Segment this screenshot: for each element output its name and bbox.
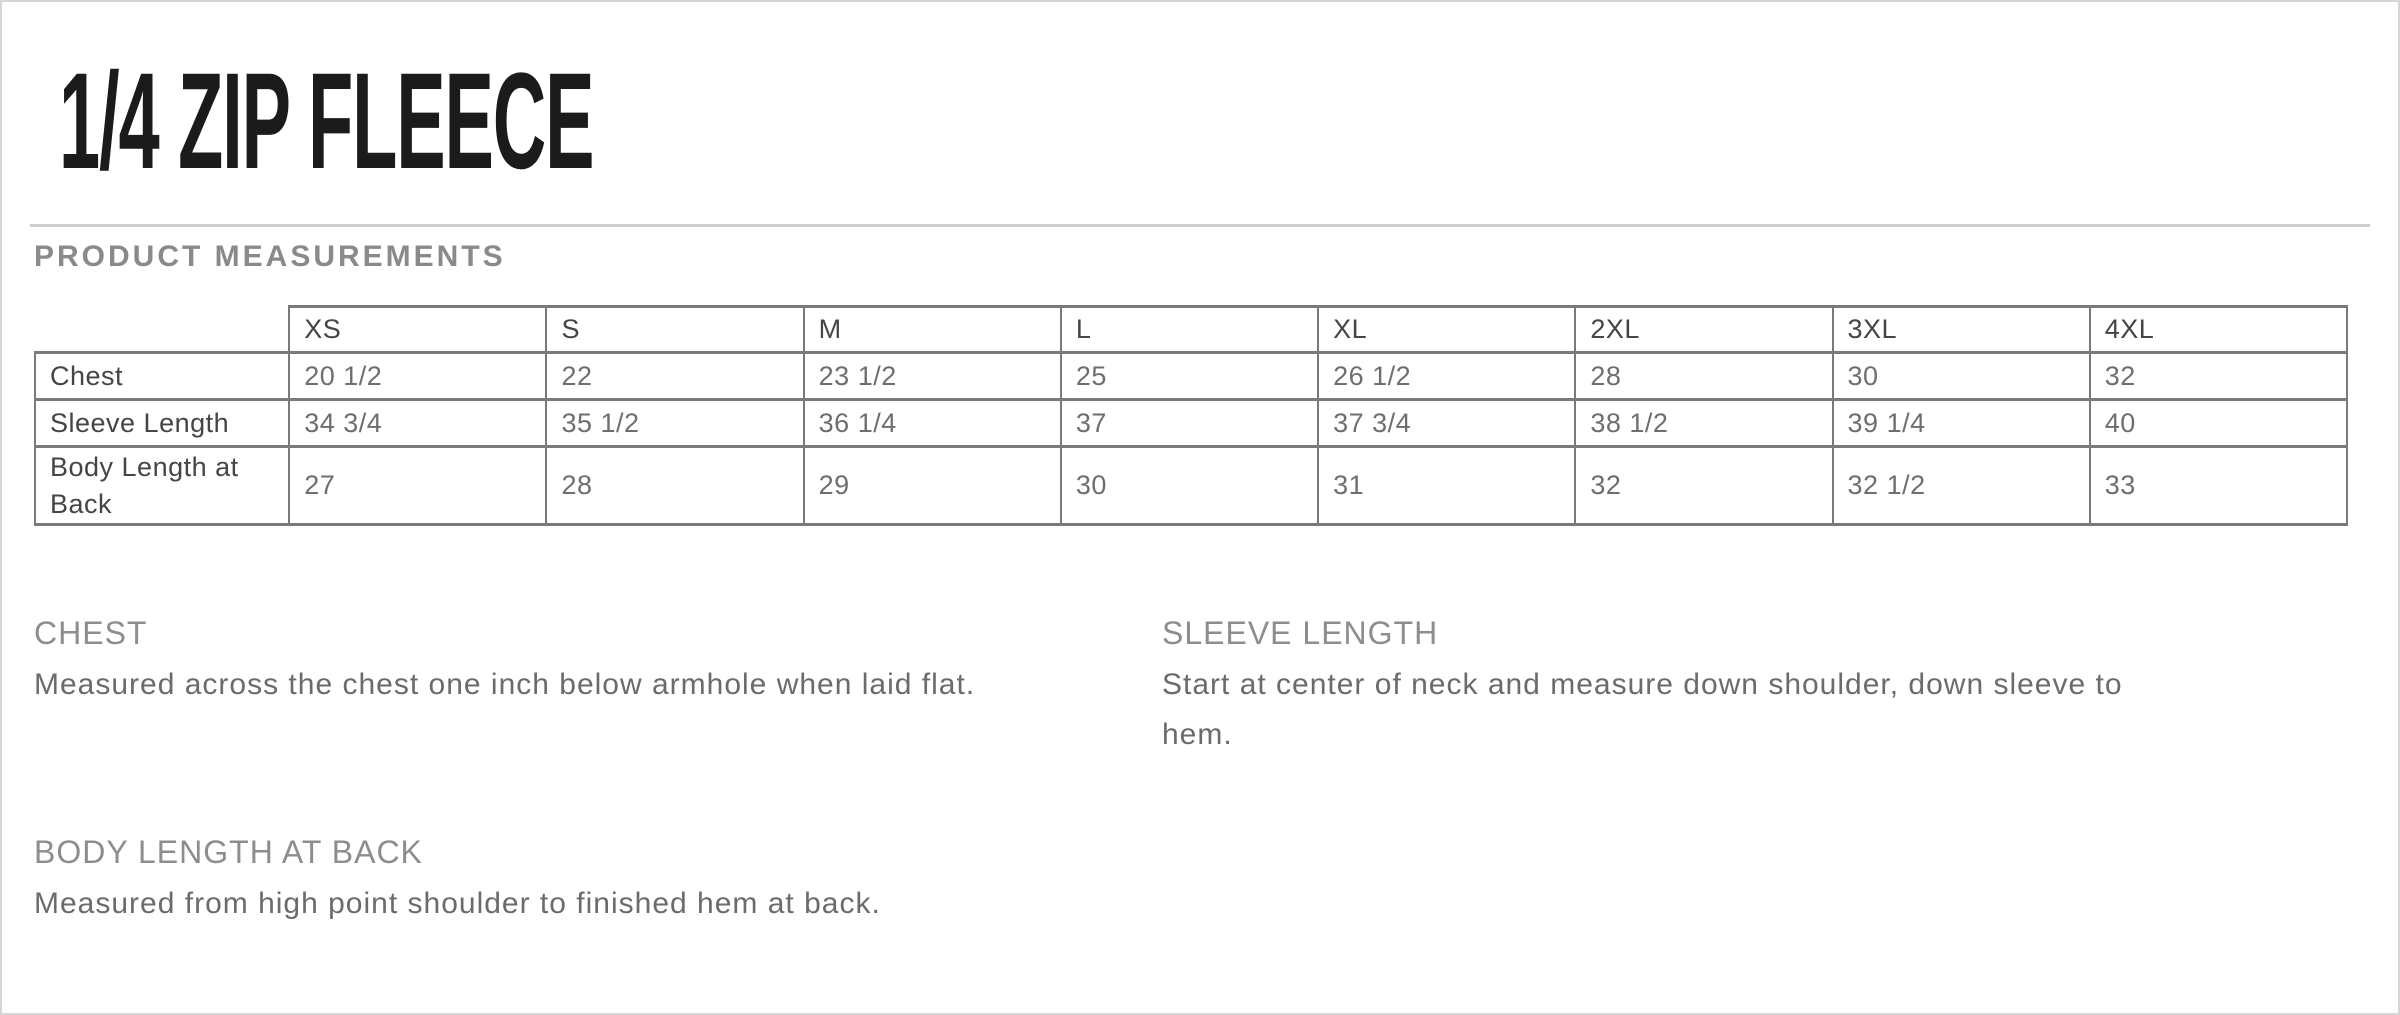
corner-cell [35,307,289,353]
chest-section-heading: CHEST [34,615,148,651]
measurement-value-cell: 25 [1061,353,1318,400]
divider-line [30,224,2370,227]
body-length-section-description: Measured from high point shoulder to finished hem at back. [34,887,881,920]
product-measurements-heading: PRODUCT MEASUREMENTS [34,240,506,273]
measurement-value-cell: 26 1/2 [1318,353,1575,400]
measurement-value-cell: 32 1/2 [1833,447,2090,525]
sleeve-length-section-description: Start at center of neck and measure down shoulder, down sleeve to hem. [1162,668,2123,751]
measurement-value-cell: 37 [1061,400,1318,447]
measurement-value-cell: 37 3/4 [1318,400,1575,447]
size-column-header: XS [289,307,546,353]
size-column-header: L [1061,307,1318,353]
size-column-header: M [804,307,1061,353]
measurement-row-label: Sleeve Length [35,400,289,447]
page-title [59,45,2398,198]
measurement-value-cell: 35 1/2 [546,400,803,447]
page-title-text: 1/4 ZIP FLEECE [59,45,594,198]
chest-section [34,613,1162,760]
measurement-row-label: Body Length at Back [35,447,289,525]
size-chart-table [34,305,2348,526]
measurement-value-cell: 34 3/4 [289,400,546,447]
measurement-value-cell: 27 [289,447,546,525]
chest-section-description: Measured across the chest one inch below armhole when laid flat. [34,668,976,701]
measurement-value-cell: 30 [1061,447,1318,525]
measurement-value-cell: 23 1/2 [804,353,1061,400]
measurement-value-cell: 32 [1575,447,1832,525]
body-length-section [34,832,1534,929]
size-column-header: 3XL [1833,307,2090,353]
measurement-value-cell: 39 1/4 [1833,400,2090,447]
measurement-value-cell: 29 [804,447,1061,525]
body-length-section-heading: BODY LENGTH AT BACK [34,834,423,870]
measurement-row [35,400,2347,447]
size-column-header: S [546,307,803,353]
measurement-value-cell: 22 [546,353,803,400]
measurement-value-cell: 28 [1575,353,1832,400]
size-header-row [35,307,2347,353]
measurement-value-cell: 33 [2090,447,2347,525]
size-column-header: 4XL [2090,307,2347,353]
measurement-value-cell: 30 [1833,353,2090,400]
measurement-value-cell: 31 [1318,447,1575,525]
measurement-definitions [34,613,2398,929]
measurement-value-cell: 40 [2090,400,2347,447]
measurement-value-cell: 28 [546,447,803,525]
measurement-row [35,447,2347,525]
measurement-value-cell: 20 1/2 [289,353,546,400]
measurement-row [35,353,2347,400]
definitions-row-2 [34,832,2398,929]
sleeve-length-section [1162,613,2202,760]
size-chart-body [35,353,2347,525]
definitions-row-1 [34,613,2398,760]
measurement-value-cell: 32 [2090,353,2347,400]
size-column-header: 2XL [1575,307,1832,353]
measurement-value-cell: 38 1/2 [1575,400,1832,447]
size-column-header: XL [1318,307,1575,353]
measurement-row-label: Chest [35,353,289,400]
sleeve-length-section-heading: SLEEVE LENGTH [1162,615,1439,651]
measurement-value-cell: 36 1/4 [804,400,1061,447]
